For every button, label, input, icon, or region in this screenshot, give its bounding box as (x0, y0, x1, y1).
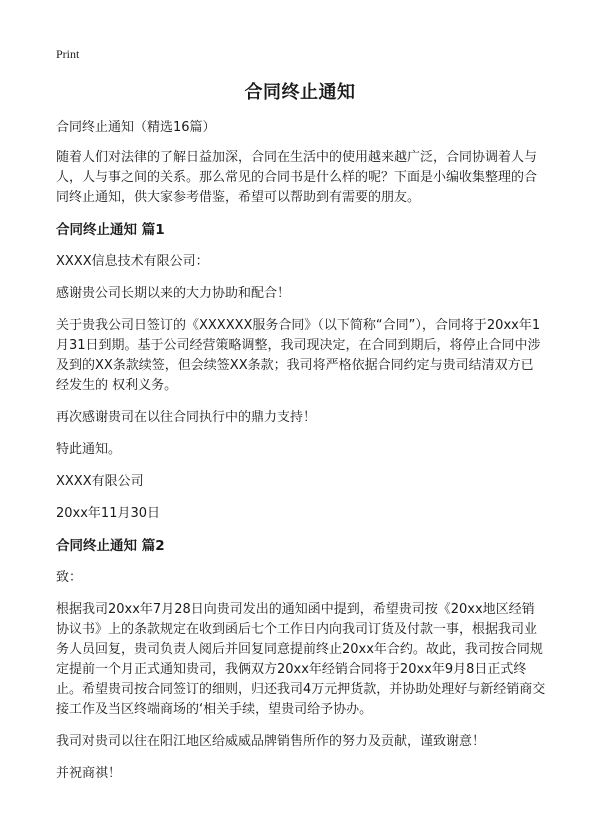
section-1-notice: 特此通知。 (56, 442, 122, 457)
section-2-heading: 合同终止通知 篇2 (56, 538, 165, 554)
section-1-heading: 合同终止通知 篇1 (56, 222, 165, 238)
section-1-date: 20xx年11月30日 (56, 506, 161, 521)
section-2-closing: 并祝商祺！ (56, 766, 122, 781)
section-2-body: 根据我司20xx年7月28日向贵司发出的通知函中提到，希望贵司按《20xx地区经销协议书》上的条款规定在收到函后七个工作日内向我司订货及付款一事，根据我司业务人员回复，贵司负责人阅后并回复同意提前终止20xx年合约。故此，我司按合同规定提前一个月正式通知贵司，我俩双方20xx年经销合同将于20xx年9月8日正式终止。希望贵司按合同签订的细则，归还我司4万元押货款，并协助处理好与新经销商交接工作及当区终端商场的‘相关手续，望贵司给予协办。 (56, 602, 546, 717)
section-1-again-thanks: 再次感谢贵司在以往合同执行中的鼎力支持！ (56, 410, 317, 425)
section-2-salutation: 致： (56, 570, 83, 585)
section-1-thanks: 感谢贵公司长期以来的大力协助和配合！ (56, 286, 291, 301)
document-body (56, 118, 546, 796)
section-1-recipient: XXXX信息技术有限公司： (56, 254, 209, 269)
document-subtitle: 合同终止通知（精选16篇） (56, 120, 216, 135)
print-link[interactable]: Print (56, 47, 80, 61)
section-2-gratitude: 我司对贵司以往在阳江地区给威威品牌销售所作的努力及贡献，谨致谢意！ (56, 734, 486, 749)
document-title: 合同终止通知 (244, 82, 356, 103)
section-1-company: XXXX有限公司 (56, 474, 144, 489)
section-1-body: 关于贵我公司日签订的《XXXXXX服务合同》（以下简称“合同”），合同将于20xx年1月31日到期。基于公司经营策略调整，我司现决定，在合同到期后，将停止合同中涉及到的XX条款续签，但会续签XX条款；我司将严格依据合同约定与贵司结清双方已经发生的 权利义务。 (56, 318, 541, 393)
intro-paragraph: 随着人们对法律的了解日益加深，合同在生活中的使用越来越广泛，合同协调着人与人，人与事之间的关系。那么常见的合同书是什么样的呢？下面是小编收集整理的合同终止通知，供大家参考借鉴，希望可以帮助到有需要的朋友。 (56, 150, 538, 205)
